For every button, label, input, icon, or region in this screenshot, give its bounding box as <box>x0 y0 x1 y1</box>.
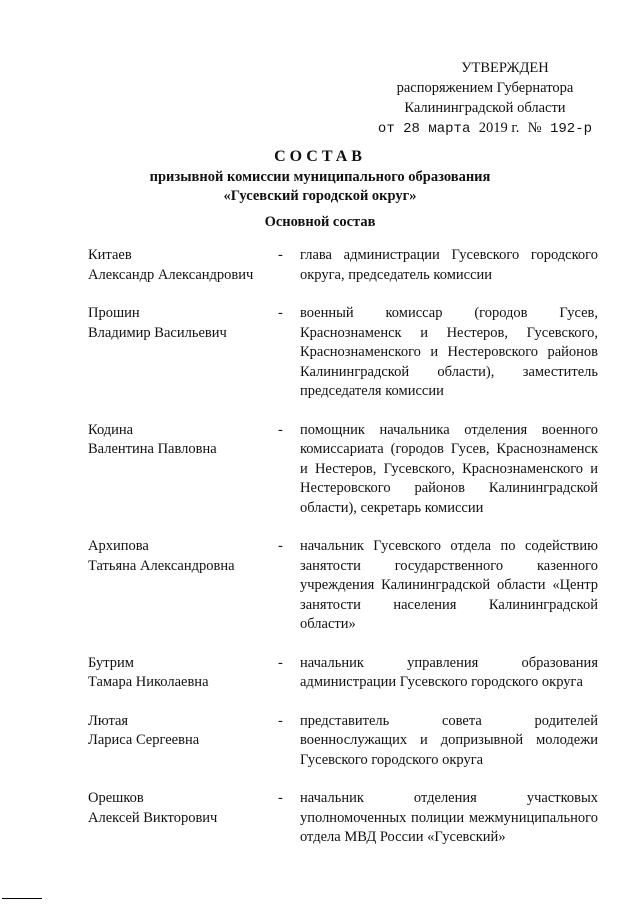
member-role: военный комиссар (городов Гусев, Краснознаменск и Нестеров, Гусевского, Краснознаменского и Нестеровского районов Калининградской области), заместитель председателя комиссии <box>300 305 598 399</box>
footnote-divider <box>2 898 42 899</box>
member-surname: Китаев <box>88 247 132 263</box>
member-dash: - <box>278 305 283 321</box>
member-dash: - <box>278 790 283 806</box>
member-given-names: Александр Александрович <box>88 266 254 283</box>
member-given-names: Алексей Викторович <box>88 809 218 826</box>
year-value: 2019 г. <box>478 120 520 136</box>
member-row <box>88 304 600 402</box>
date-value: 28 марта <box>403 121 471 137</box>
member-given-names: Татьяна Александровна <box>88 557 235 574</box>
document-heading <box>0 147 640 206</box>
member-row <box>88 537 600 635</box>
member-surname: Архипова <box>88 538 149 554</box>
member-role: помощник начальника отделения военного комиссариата (городов Гусев, Краснознаменск и Нестеров, Гусевского, Краснознаменского и Нестеровского районов Калининградской области), секретарь комиссии <box>300 421 598 516</box>
section-heading: Основной состав <box>264 214 376 230</box>
member-role: начальник отделения участковых уполномоченных полиции межмуниципального отдела МВД России «Гусевский» <box>300 790 598 845</box>
member-given-names: Лариса Сергеевна <box>88 732 200 748</box>
order-number: 192-р <box>549 121 592 137</box>
member-dash: - <box>278 421 283 438</box>
approval-region: Калининградской области <box>404 100 566 116</box>
approval-block <box>378 58 592 139</box>
member-name <box>88 246 278 285</box>
member-surname: Лютая <box>88 712 129 729</box>
member-role: глава администрации Гусевского городского округа, председатель комиссии <box>300 247 598 283</box>
member-surname: Орешков <box>88 790 144 806</box>
subtitle-line-1: призывной комиссии муниципального образования <box>149 169 491 185</box>
member-row <box>88 421 600 519</box>
member-surname: Бутрим <box>88 654 134 671</box>
member-name <box>88 712 278 751</box>
member-dash: - <box>278 538 283 554</box>
member-row <box>88 654 600 693</box>
document-title: СОСТАВ <box>274 148 366 165</box>
number-sign: № <box>527 120 542 136</box>
member-name <box>88 789 278 828</box>
member-row <box>88 789 600 848</box>
subtitle-line-2: «Гусевский городской округ» <box>223 188 417 204</box>
member-dash: - <box>278 712 283 729</box>
member-name <box>88 421 278 460</box>
approval-authority: распоряжением Губернатора <box>396 80 574 96</box>
member-role: начальник управления образования администрации Гусевского городского округа <box>300 654 598 690</box>
members-list <box>88 246 600 848</box>
approval-title: УТВЕРЖДЕН <box>461 60 549 76</box>
member-given-names: Владимир Васильевич <box>88 324 227 341</box>
member-surname: Прошин <box>88 305 140 321</box>
member-name <box>88 304 278 343</box>
member-row <box>88 246 600 285</box>
member-given-names: Валентина Павловна <box>88 441 217 457</box>
member-row <box>88 712 600 771</box>
member-name <box>88 537 278 576</box>
approval-date-line <box>378 118 592 139</box>
member-name <box>88 654 278 693</box>
member-role: представитель совета родителей военнослужащих и допризывной молодежи Гусевского городского округа <box>300 712 598 768</box>
member-role: начальник Гусевского отдела по содействию занятости государственного казенного учреждения Калининградской области «Центр занятости населения Калининградской области» <box>300 538 598 632</box>
member-dash: - <box>278 654 283 671</box>
date-prefix: от <box>377 121 395 137</box>
member-surname: Кодина <box>88 421 134 438</box>
member-dash: - <box>278 247 283 263</box>
member-given-names: Тамара Николаевна <box>88 674 209 690</box>
